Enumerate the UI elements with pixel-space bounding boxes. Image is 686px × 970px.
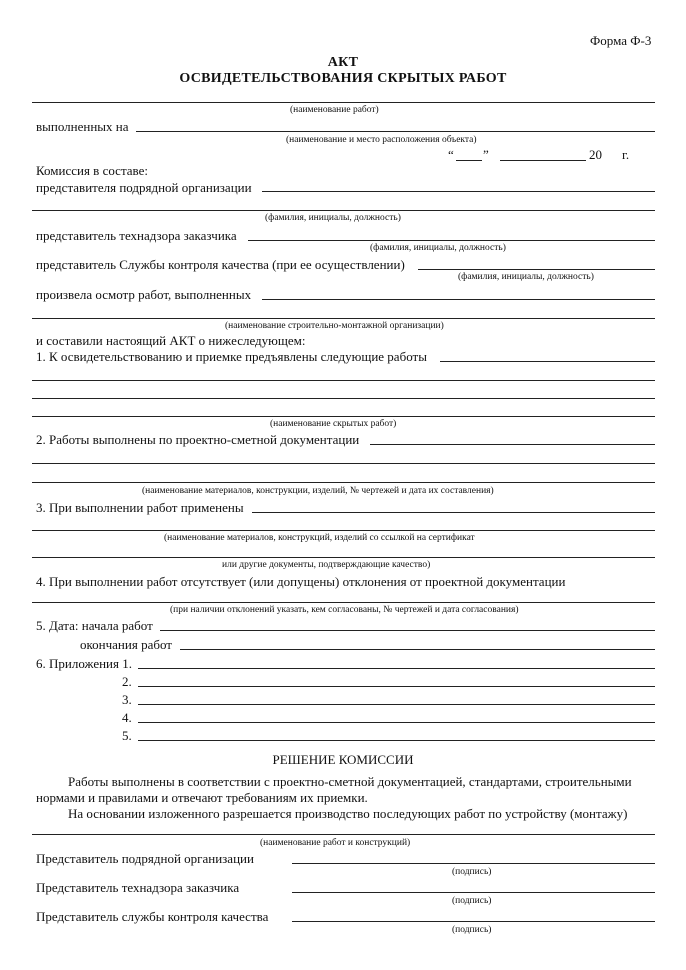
item-3-line[interactable] [252, 512, 655, 513]
attachment-5-line[interactable] [138, 740, 655, 741]
document-title: АКТ [327, 55, 359, 70]
item-5-end-label: окончания работ [80, 637, 172, 652]
hint-materials-cert-2: или другие документы, подтверждающие качество) [222, 560, 431, 570]
contractor-rep-line-2[interactable] [32, 210, 655, 211]
sign-quality-label: Представитель службы контроля качества [36, 909, 269, 924]
date-open-quote: “ [448, 147, 454, 162]
start-date-line[interactable] [160, 630, 655, 631]
tech-supervision-line[interactable] [248, 240, 655, 241]
sign-contractor-line[interactable] [292, 863, 655, 864]
hint-deviations: (при наличии отклонений указать, кем согласованы, № чертежей и дата согласования) [170, 605, 519, 615]
item-5-start-label: 5. Дата: начала работ [36, 618, 153, 633]
attachment-2-line[interactable] [138, 686, 655, 687]
item-4-label: 4. При выполнении работ отсутствует (или допущены) отклонения от проектной документации [36, 574, 566, 589]
date-close-quote: ” [483, 147, 489, 162]
item-1-line-4[interactable] [32, 416, 655, 417]
hint-signature-2: (подпись) [452, 896, 492, 906]
item-1-line[interactable] [440, 361, 655, 362]
hint-org: (наименование строительно-монтажной организации) [225, 321, 444, 331]
date-month-line[interactable] [500, 160, 586, 161]
performed-on-label: выполненных на [36, 119, 129, 134]
hint-signature-1: (подпись) [452, 867, 492, 877]
inspection-label: произвела осмотр работ, выполненных [36, 287, 252, 302]
commission-label: Комиссия в составе: [36, 163, 148, 178]
item-6-label: 6. Приложения 1. [36, 656, 132, 671]
date-day-line[interactable] [456, 160, 482, 161]
hint-person-2: (фамилия, инициалы, должность) [370, 243, 506, 253]
hint-object: (наименование и место расположения объекта) [286, 135, 477, 145]
item-2-line-2[interactable] [32, 463, 655, 464]
decision-title: РЕШЕНИЕ КОМИССИИ [272, 752, 414, 767]
quality-rep-label: представитель Службы контроля качества (при ее осуществлении) [36, 257, 405, 272]
item-4-line[interactable] [32, 602, 655, 603]
object-line[interactable] [136, 131, 655, 132]
sign-tech-label: Представитель технадзора заказчика [36, 880, 240, 895]
contractor-rep-label: представителя подрядной организации [36, 180, 252, 195]
decision-paragraph-1-line-1: Работы выполнены в соответствии с проектно-сметной документацией, стандартами, строительными [68, 774, 632, 789]
hint-materials-drawings: (наименование материалов, конструкции, изделий, № чертежей и дата их составления) [142, 486, 494, 496]
attachment-4-line[interactable] [138, 722, 655, 723]
quality-rep-line[interactable] [418, 269, 655, 270]
attachment-3-label: 3. [122, 692, 132, 707]
attachment-3-line[interactable] [138, 704, 655, 705]
date-year-suffix: г. [622, 147, 630, 162]
end-date-line[interactable] [180, 649, 655, 650]
decision-paragraph-1-line-2: нормами и правилами и отвечают требованиям их приемки. [36, 790, 368, 805]
act-compiled-label: и составили настоящий АКТ о нижеследующем: [36, 333, 306, 348]
item-2-line[interactable] [370, 444, 655, 445]
works-constructions-line[interactable] [32, 834, 655, 835]
form-number: Форма Ф-3 [590, 33, 652, 48]
contractor-rep-line[interactable] [262, 191, 655, 192]
item-1-line-3[interactable] [32, 398, 655, 399]
hint-signature-3: (подпись) [452, 925, 492, 935]
item-3-line-2[interactable] [32, 530, 655, 531]
hint-materials-cert: (наименование материалов, конструкций, изделий со ссылкой на сертификат [164, 533, 475, 543]
attachment-2-label: 2. [122, 674, 132, 689]
hint-person-1: (фамилия, инициалы, должность) [265, 213, 401, 223]
item-3-line-3[interactable] [32, 557, 655, 558]
document-subtitle: ОСВИДЕТЕЛЬСТВОВАНИЯ СКРЫТЫХ РАБОТ [179, 71, 507, 86]
item-2-label: 2. Работы выполнены по проектно-сметной документации [36, 432, 360, 447]
work-name-line[interactable] [32, 102, 655, 103]
attachment-4-label: 4. [122, 710, 132, 725]
hint-person-3: (фамилия, инициалы, должность) [458, 272, 594, 282]
attachment-1-line[interactable] [138, 668, 655, 669]
inspection-line-2[interactable] [32, 318, 655, 319]
date-year-prefix: 20 [589, 147, 602, 162]
decision-paragraph-2: На основании изложенного разрешается производство последующих работ по устройству (монтажу) [68, 806, 628, 821]
hint-work-name: (наименование работ) [290, 105, 379, 115]
attachment-5-label: 5. [122, 728, 132, 743]
item-3-label: 3. При выполнении работ применены [36, 500, 244, 515]
item-1-label: 1. К освидетельствованию и приемке предъявлены следующие работы [36, 349, 427, 364]
sign-contractor-label: Представитель подрядной организации [36, 851, 254, 866]
hint-hidden-works: (наименование скрытых работ) [270, 419, 397, 429]
sign-tech-line[interactable] [292, 892, 655, 893]
sign-quality-line[interactable] [292, 921, 655, 922]
item-1-line-2[interactable] [32, 380, 655, 381]
hint-works-constructions: (наименование работ и конструкций) [260, 838, 411, 848]
tech-supervision-label: представитель технадзора заказчика [36, 228, 237, 243]
inspection-line[interactable] [262, 299, 655, 300]
item-2-line-3[interactable] [32, 482, 655, 483]
